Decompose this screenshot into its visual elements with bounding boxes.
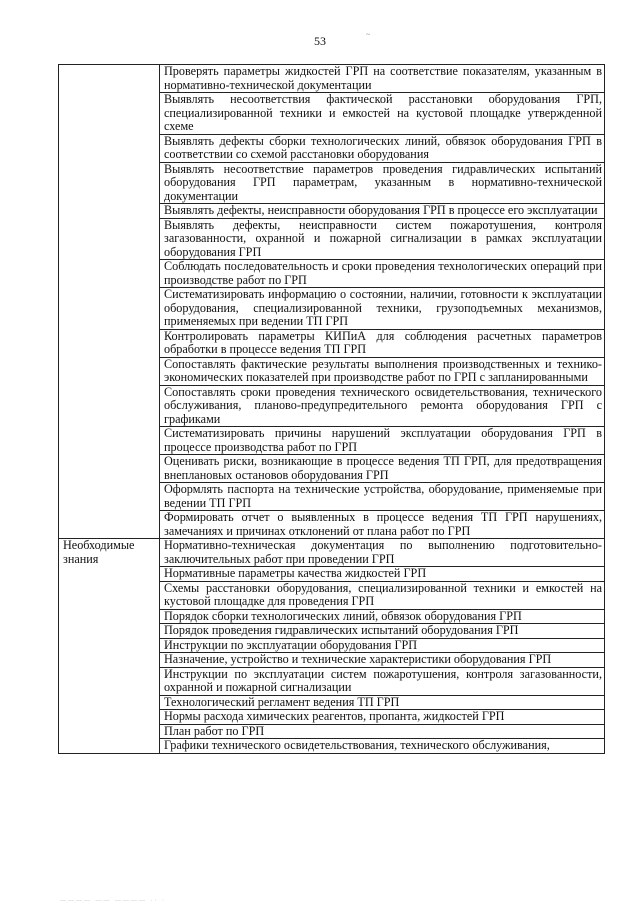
skill-item: Оценивать риски, возникающие в процессе ведения ТП ГРП, для предотвращения внеплановых остановов оборудования ГРП [160,455,605,483]
knowledge-item: Назначение, устройство и технические характеристики оборудования ГРП [160,653,605,668]
knowledge-item: Нормы расхода химических реагентов, пропанта, жидкостей ГРП [160,710,605,725]
knowledge-item: Порядок сборки технологических линий, обвязок оборудования ГРП [160,609,605,624]
skill-item: Систематизировать информацию о состоянии, наличии, готовности к эксплуатации оборудования, специализированной техники, грузоподъемных механизмов, применяемых при ведении ТП ГРП [160,288,605,330]
knowledge-item: Технологический регламент ведения ТП ГРП [160,695,605,710]
skill-item: Проверять параметры жидкостей ГРП на соответствие показателям, указанным в нормативно-технической документации [160,65,605,93]
skill-section-label [59,65,160,539]
skill-item: Оформлять паспорта на технические устройства, оборудование, применяемые при ведении ТП ГРП [160,483,605,511]
skill-row [59,65,605,93]
page-mark: ~ [366,30,371,39]
knowledge-item: План работ по ГРП [160,724,605,739]
knowledge-item: Инструкции по эксплуатации оборудования ГРП [160,638,605,653]
skill-item: Формировать отчет о выявленных в процессе ведения ТП ГРП нарушениях, замечаниях и причинах отклонений от плана работ по ГРП [160,511,605,539]
knowledge-item: Нормативно-техническая документация по выполнению подготовительно-заключительных работ при проведении ГРП [160,539,605,567]
knowledge-item: Нормативные параметры качества жидкостей ГРП [160,567,605,582]
skill-item: Соблюдать последовательность и сроки проведения технологических операций при производстве работ по ГРП [160,260,605,288]
knowledge-row [59,539,605,567]
knowledge-item: Графики технического освидетельствования, технического обслуживания, [160,739,605,754]
knowledge-item: Порядок проведения гидравлических испытаний оборудования ГРП [160,624,605,639]
skill-item: Выявлять несоответствия фактической расстановки оборудования ГРП, специализированной техники и емкостей на кустовой площадке утвержденной схеме [160,93,605,135]
competency-table [58,64,605,754]
skill-item: Сопоставлять сроки проведения технического освидетельствования, технического обслуживания, планово-предупредительного ремонта оборудования ГРП с графиками [160,385,605,427]
skill-item: Выявлять дефекты сборки технологических линий, обвязок оборудования ГРП в соответствии со схемой расстановки оборудования [160,134,605,162]
table-body [59,65,605,754]
skill-item: Контролировать параметры КИПиА для соблюдения расчетных параметров обработки в процессе ведения ТП ГРП [160,329,605,357]
skill-item: Выявлять дефекты, неисправности оборудования ГРП в процессе его эксплуатации [160,204,605,219]
skill-item: Выявлять дефекты, неисправности систем пожаротушения, контроля загазованности, охранной и пожарной сигнализации в рамках эксплуатации оборудования ГРП [160,218,605,260]
knowledge-item: Схемы расстановки оборудования, специализированной техники и емкостей на кустовой площадке для проведения ГРП [160,581,605,609]
skill-item: Выявлять несоответствие параметров проведения гидравлических испытаний оборудования ГРП параметрам, указанным в нормативно-технической документации [160,162,605,204]
knowledge-item: Инструкции по эксплуатации систем пожаротушения, контроля загазованности, охранной и пожарной сигнализации [160,667,605,695]
page-number: 53 [314,34,326,48]
skill-item: Сопоставлять фактические результаты выполнения производственных и технико-экономических показателей при производстве работ по ГРП с запланированными [160,357,605,385]
footer-decoration: ———— —— ———— ·· · [60,898,166,904]
knowledge-section-label: Необходимые знания [59,539,160,754]
skill-item: Систематизировать причины нарушений эксплуатации оборудования ГРП в процессе производства работ по ГРП [160,427,605,455]
